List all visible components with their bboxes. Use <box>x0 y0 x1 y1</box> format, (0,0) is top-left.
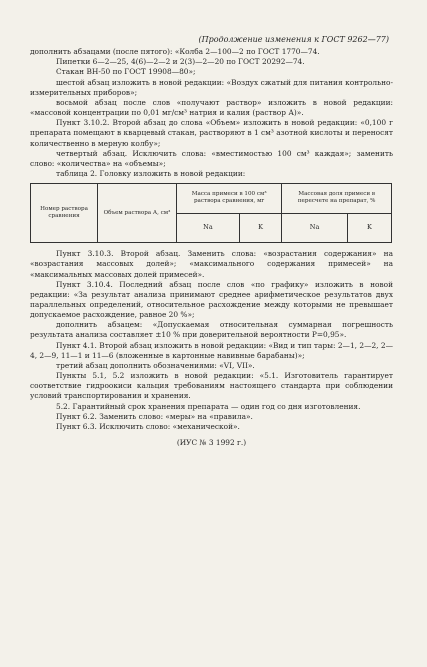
paragraph-3: Стакан ВН-50 по ГОСТ 19908—80»; <box>56 67 196 77</box>
paragraph-16: Пункт 6.2. Заменить слово: «меры» на «правила». <box>56 411 253 421</box>
paragraph-10: Пункт 3.10.4. Последний абзац после слов «по графику» изложить в новой редакции: «За результат анализа принимают среднее арифметическое результатов двух параллельных определений, относительное расхождение между которыми не превышает допускаемое расхождение, равное 20 %»; <box>30 279 393 320</box>
col-na-mass: Na <box>177 213 240 243</box>
paragraph-7: четвертый абзац. Исключить слова: «вместимостью 100 см³ каждая»; заменить слово: «количества» на «объемы»; <box>30 148 393 168</box>
footer-citation: (ИУС № 3 1992 г.) <box>176 438 247 447</box>
paragraph-15: 5.2. Гарантийный срок хранения препарата — один год со дня изготовления. <box>56 401 361 411</box>
table-2-header <box>30 183 392 243</box>
paragraph-9: Пункт 3.10.3. Второй абзац. Заменить слова: «возрастания содержания» на «возрастания массовых долей»; «максимального содержания примесей» на «максимальных массовых долей примесей». <box>30 249 393 279</box>
paragraph-13: третий абзац дополнить обозначениями: «VI, VII». <box>56 360 255 370</box>
col-k-mass: K <box>239 213 282 243</box>
paragraph-11: дополнить абзацем: «Допускаемая относительная суммарная погрешность результата анализа составляет ±10 % при доверительной вероятности P=0,95». <box>30 320 393 340</box>
paragraph-2: Пипетки 6—2—25, 4(6)—2—2 и 2(3)—2—20 по ГОСТ 20292—74. <box>56 57 305 67</box>
paragraph-17: Пункт 6.3. Исключить слово: «механической». <box>56 421 240 431</box>
col-volume: Объем раствора А, см³ <box>98 184 177 243</box>
paragraph-14: Пункты 5.1, 5.2 изложить в новой редакции: «5.1. Изготовитель гарантирует соответствие гидроокиси кальция требованиям настоящего стандарта при соблюдении условий транспортирования и хранения. <box>30 371 393 401</box>
paragraph-12: Пункт 4.1. Второй абзац изложить в новой редакции: «Вид и тип тары: 2—1, 2—2, 2—4, 2—9, 11—1 и 11—6 (вложенные в картонные навивные барабаны)»; <box>30 340 393 360</box>
paragraph-5: восьмой абзац после слов «получают раствор» изложить в новой редакции: «массовой концентрации по 0,01 мг/см³ натрия и калия (раствор А)». <box>30 97 393 118</box>
col-group-fraction: Массовая доля примеси в пересчете на препарат, % <box>282 184 392 214</box>
paragraph-8: таблица 2. Головку изложить в новой редакции: <box>56 169 246 179</box>
col-k-fraction: K <box>347 213 391 243</box>
page-header: (Продолжение изменения к ГОСТ 9262—77) <box>198 35 389 44</box>
paragraph-6: Пункт 3.10.2. Второй абзац до слова «Объем» изложить в новой редакции: «0,100 г препарата помещают в кварцевый стакан, растворяют в 1 см³ азотной кислоты и переносят количественно в мерную колбу»; <box>30 118 393 148</box>
col-sample-number: Номер раствора сравнения <box>31 184 98 243</box>
col-na-fraction: Na <box>282 213 347 243</box>
col-group-mass: Масса примеси в 100 см³ раствора сравнения, мг <box>177 184 282 214</box>
paragraph-4: шестой абзац изложить в новой редакции: «Воздух сжатый для питания контрольно-измерительных приборов»; <box>30 77 393 97</box>
paragraph-1: дополнить абзацами (после пятого): «Колба 2—100—2 по ГОСТ 1770—74. <box>30 47 320 57</box>
